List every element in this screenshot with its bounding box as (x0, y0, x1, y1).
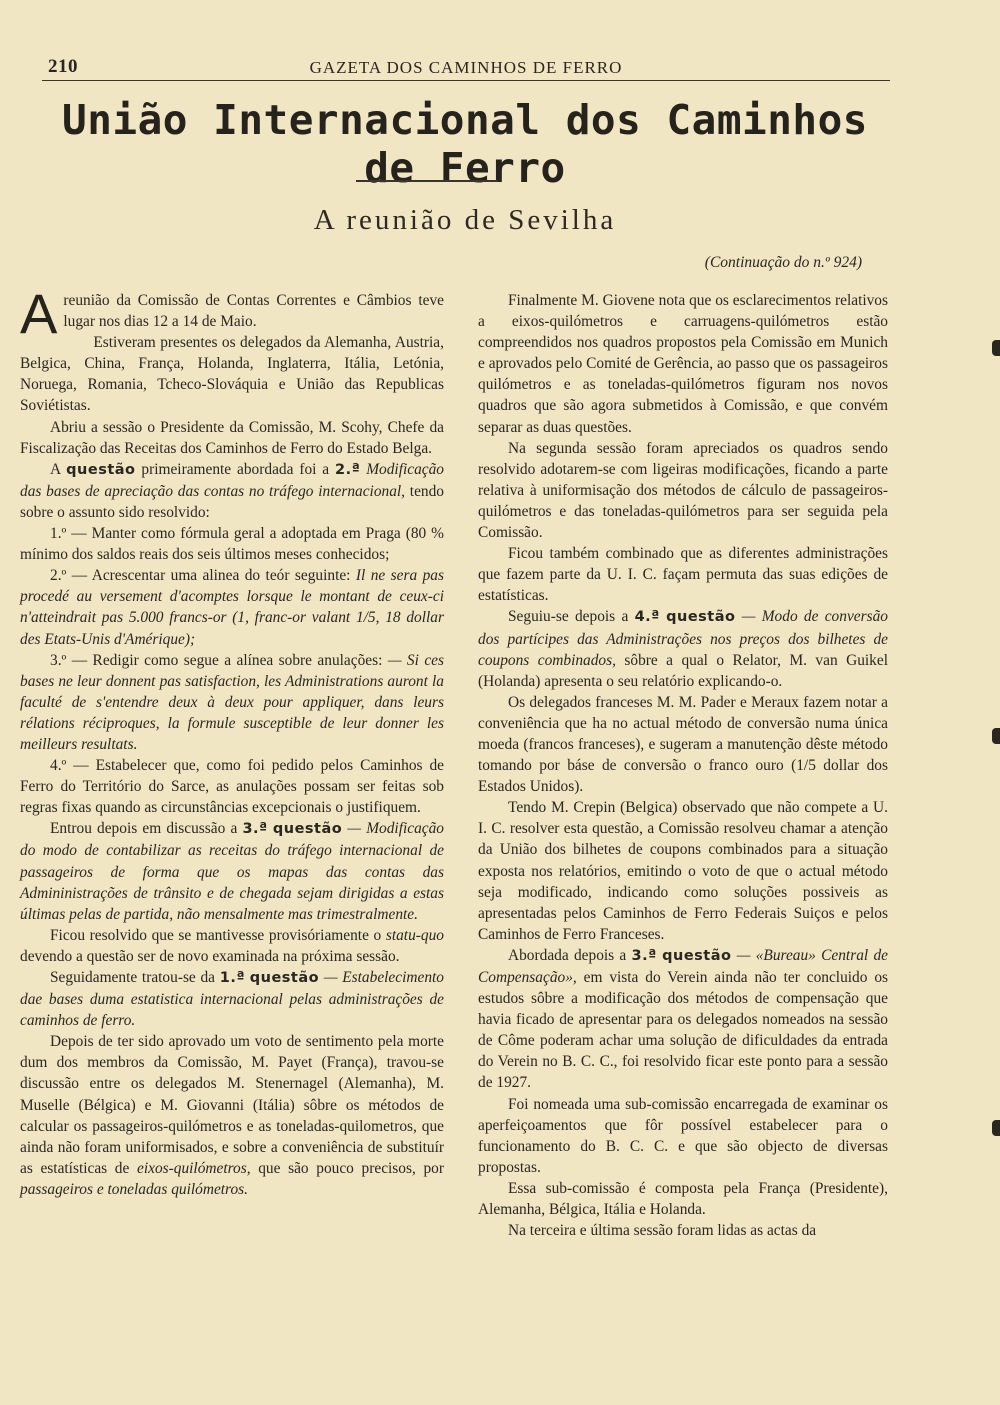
right-column (478, 290, 888, 1241)
paragraph: Tendo M. Crepin (Belgica) observado que não compete a U. I. C. resolver esta questão, a Comissão resolveu chamar a atenção da União dos bilhetes de coupons combinados para a situação exposta nos relatórios, emitindo o voto de que o actual método seja modificado, indicando como soluções possiveis as apresentadas pelos Caminhos de Ferro Federais Suiços e pelos Caminhos de Ferro Franceses. (478, 799, 888, 943)
paragraph: Seguiu-se depois a 4.ª questão — Modo de conversão dos partícipes das Administrações nos preços dos bilhetes de coupons combinados, sôbre a qual o Relator, M. van Guikel (Holanda) apresenta o seu relatório explicando-o. (478, 608, 888, 690)
paragraph: Abordada depois a 3.ª questão — «Bureau» Central de Compensação», em vista do Verein ainda não ter concluido os estudos sôbre a modificação dos métodos de compensação que havia ficado de apresentar para os delegados nomeados na sessão de Côme poderam achar uma solução de dificuldades da entrada do Verein no B. C. C., foi resolvido ficar este ponto para a sessão de 1927. (478, 946, 888, 1092)
article-subtitle: A reunião de Sevilha (313, 204, 617, 236)
paragraph: 4.º — Estabelecer que, como foi pedido pelos Caminhos de Ferro do Território do Sarce, as anulações possam ser feitas sob regras fixas quando as circunstâncias excepcionais o justifiquem. (20, 757, 444, 817)
question-keyword: questão (662, 947, 732, 964)
paragraph: Seguidamente tratou-se da 1.ª questão — Estabelecimento dae bases duma estatistica internacional pelas administrações de caminhos de ferro. (20, 969, 444, 1030)
paragraph: Entrou depois em discussão a 3.ª questão — Modificação do modo de contabilizar as receitas do tráfego internacional de passageiros de forma que os mapas das contas das Admininistrações de trânsito e de chegada sejam dirigidas a estas últimas pelas de partida, não mensalmente mas trimestralmente. (20, 820, 444, 923)
page-number: 210 (48, 56, 78, 77)
paragraph: Ficou também combinado que as diferentes administrações que fazem parte da U. I. C. façam permuta das suas edições de estatísticas. (478, 545, 888, 605)
paragraph: Finalmente M. Giovene nota que os esclarecimentos relativos a eixos-quilómetros e carruagens-quilómetros estão compreendidos nos quadros propostos pela Comissão em Munich e aprovados pelo Comité de Gerência, ao passo que os passageiros quilómetros e as toneladas-quilómetros figuram nos novos quadros que são agora submetidos à Comissão, e que convém separar as duas questões. (478, 292, 888, 436)
article-title: União Internacional dos Caminhos de Ferro (62, 96, 868, 192)
paragraph: 3.º — Redigir como segue a alínea sobre anulações: — Si ces bases ne leur donnent pas satisfaction, les Administrations auront la faculté de s'entendre deux à deux pour appliquer, dans leurs rélations réciproques, la formule susceptible de leur donner les meilleurs resultats. (20, 651, 444, 753)
paragraph: Abriu a sessão o Presidente da Comissão, M. Scohy, Chefe da Fiscalização das Receitas dos Caminhos de Ferro do Estado Belga. (20, 418, 444, 457)
paragraph: Depois de ter sido aprovado um voto de sentimento pela morte dum dos membros da Comissão, M. Payet (França), travou-se discussão entre os delegados M. Stenernagel (Alemanha), M. Muselle (Bélgica) e M. Giovanni (Itália) sôbre os métodos de calcular os passageiros-quilómetros e as toneladas-quilometros, que ainda não foram uniformisados, e sobre a conveniência de substituír as estatísticas de eixos-quilómetros, que são pouco precisos, por passageiros e toneladas quilómetros. (20, 1033, 444, 1198)
paragraph: 1.º — Manter como fórmula geral a adoptada em Praga (80 % mínimo dos saldos reais dos seis últimos meses conhecidos; (20, 525, 444, 564)
question-keyword: questão (272, 821, 343, 838)
paragraph: Essa sub-comissão é composta pela França (Presidente), Alemanha, Bélgica, Itália e Holanda. (478, 1179, 888, 1219)
paragraph: Os delegados franceses M. M. Pader e Meraux fazem notar a conveniência que ha no actual método de conversão numa única moeda (francos franceses), e sugeram a manutenção dêste método tomando por báse de conversão o franco ouro (1/5 dollar dos Estados Unidos). (478, 693, 888, 796)
page-edge-mark (992, 340, 1000, 356)
paragraph: Na segunda sessão foram apreciados os quadros sendo resolvido adotarem-se com ligeiras modificações, ficando a parte relativa à uniformisação dos métodos de cálculo de passageiros-quilómetros e das toneladas-quilómetros para ser seguida pela Comissão. (478, 439, 888, 542)
left-column (20, 282, 444, 1200)
question-keyword: questão (249, 970, 320, 986)
drop-cap: A (20, 282, 58, 345)
paragraph: A questão primeiramente abordada foi a 2.ª Modificação das bases de apreciação das contas no tráfego internacional, tendo sobre o assunto sido resolvido: (20, 460, 444, 521)
paragraph: Ficou resolvido que se mantivesse provisóriamente o statu-quo devendo a questão ser de novo examinada na próxima sessão. (20, 926, 444, 965)
question-keyword: questão (666, 609, 736, 626)
continuation-note: (Continuação do n.º 924) (704, 254, 862, 271)
page-edge-mark (992, 1120, 1000, 1136)
paragraph: Estiveram presentes os delegados da Alemanha, Austria, Belgica, China, França, Holanda, Inglaterra, Itália, Letónia, Noruega, Romania, Tcheco-Slováquia e União das Republicas Soviétistas. (20, 334, 444, 415)
paragraph: Na terceira e última sessão foram lidas as actas da (508, 1222, 817, 1240)
paragraph: Areunião da Comissão de Contas Correntes e Câmbios teve lugar nos dias 12 a 14 de Maio. (20, 282, 444, 345)
journal-title: GAZETA DOS CAMINHOS DE FERRO (309, 58, 623, 77)
question-keyword: questão (66, 461, 136, 478)
title-divider (356, 180, 498, 182)
page-header (42, 56, 890, 81)
page-edge-mark (992, 728, 1000, 744)
paragraph: Foi nomeada uma sub-comissão encarregada de examinar os aperfeiçoamentos que fôr possível estabelecer para o funcionamento do B. C. C. e que são objecto de diversas propostas. (478, 1095, 888, 1176)
paragraph: 2.º — Acrescentar uma alinea do teór seguinte: Il ne sera pas procedé au versement d'acomptes lorsque le montant de ceux-ci n'atteindrait pas 5.000 francs-or (1, franc-or valant 1/5, 18 dollar des Etats-Unis d'Amérique); (20, 567, 444, 648)
